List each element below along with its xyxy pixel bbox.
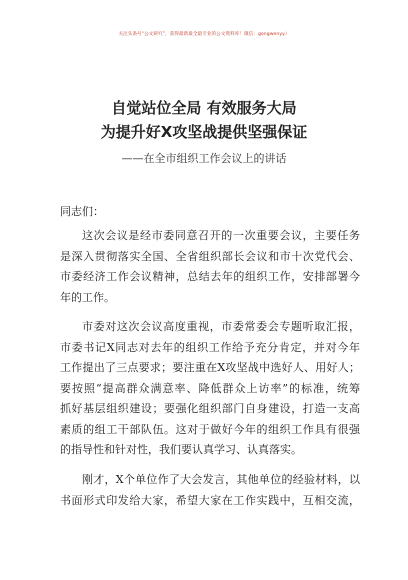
paragraph-line: 市委对这次会议高度重视，市委常委会专题听取汇报， (82, 320, 360, 333)
paragraph-line: 市委书记X同志对去年的组织工作给予充分肯定，并对今年 (60, 340, 360, 354)
header-banner: 关注头条号“公文研究”，获得最新最全最专业的公文资料库！微信：gongwenyy） (118, 32, 290, 37)
paragraph-line: 这次会议是经市委同意召开的一次重要会议，主要任务 (82, 229, 360, 242)
paragraph-line: 工作提出了三点要求；要注重在X攻坚战中选好人、用好人； (60, 361, 360, 374)
paragraph-line: 素质的组工干部队伍。这对于做好今年的组织工作具有很强 (60, 422, 360, 436)
paragraph-line: 市委经济工作会议精神，总结去年的组织工作，安排部署今 (60, 270, 360, 283)
paragraph-line: 刚才，X个单位作了大会发言，其他单位的经验材料，以 (82, 473, 360, 486)
paragraph-line: 是深入贯彻落实全国、全省组织部长会议和市十次党代会、 (60, 249, 360, 263)
paragraph-line: 要按照“提高群众满意率、降低群众上访率”的标准，统筹 (60, 381, 360, 395)
title-line-2: 为提升好X攻坚战提供坚强保证 (100, 123, 308, 141)
paragraph-3 (60, 470, 360, 511)
paragraph-line: 的指导性和针对性，我们要认真学习、认真落实。 (60, 443, 302, 456)
subtitle: ——在全市组织工作会议上的讲话 (121, 152, 287, 165)
paragraph-line: 书面形式印发给大家，希望大家在工作实践中，互相交流， (60, 493, 360, 507)
paragraph-1 (60, 226, 360, 308)
title-line-1: 自觉站位全局 有效服务大局 (111, 99, 297, 117)
paragraph-line: 年的工作。 (60, 290, 115, 304)
salutation: 同志们： (60, 205, 104, 218)
paragraph-2 (60, 317, 360, 461)
paragraph-line: 抓好基层组织建设；要强化组织部门自身建设，打造一支高 (60, 402, 360, 415)
